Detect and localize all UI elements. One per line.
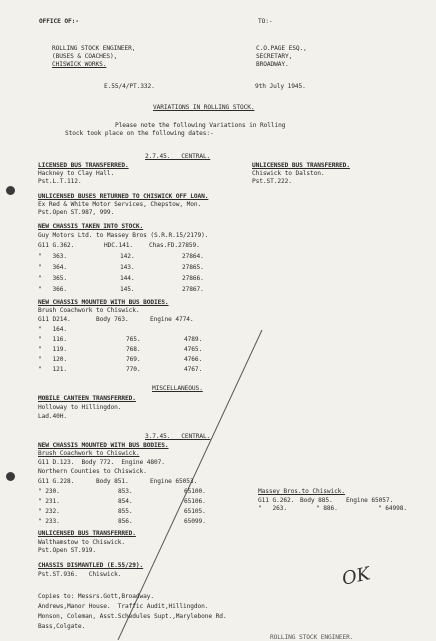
copies-line-1: Copies to: Messrs.Gott,Broadway. (38, 593, 155, 600)
mounted-row-1-engine: Engine 4774. (150, 316, 194, 323)
northern-row-2-body: 853. (118, 488, 133, 495)
misc-heading: MISCELLANEOUS. (152, 385, 203, 392)
intro-line-1: Please note the following Variations in Rolling (115, 122, 286, 129)
northern-row-3-fleet: " 231. (38, 498, 60, 505)
footer-signature: ROLLING STOCK ENGINEER. (270, 634, 354, 641)
mounted-row-2-fleet: " 164. (38, 326, 68, 333)
s1-new-chassis-heading: NEW CHASSIS TAKEN INTO STOCK. (38, 223, 144, 230)
s1-unlicensed-heading: UNLICENSED BUS TRANSFERRED. (252, 162, 350, 169)
s2-brush-line: G11 D.123. Body 772. Engine 4807. (38, 459, 165, 466)
s2-unlicensed-line-2: Pst.Open ST.919. (38, 547, 97, 554)
to-line-3: BROADWAY. (256, 61, 289, 68)
chassis-row-2-chassis: 27864. (182, 253, 204, 260)
document-title: VARIATIONS IN ROLLING STOCK. (153, 104, 255, 111)
canteen-heading: MOBILE CANTEEN TRANSFERRED. (38, 395, 136, 402)
mounted-row-1-body: Body 763. (96, 316, 129, 323)
mounted-row-4-engine: 4765. (184, 346, 203, 353)
mounted-row-4-body: 768. (126, 346, 141, 353)
mounted-row-1-fleet: G11 D214. (38, 316, 71, 323)
from-line-3: CHISWICK WORKS. (52, 61, 107, 68)
copies-line-2: Andrews,Manor House. Traffic Audit,Hillingdon. (38, 603, 209, 610)
s1-unlicensed-line-1: Chiswick to Dalston. (252, 170, 325, 177)
s1-licensed-line-2: Pst.L.T.112. (38, 178, 82, 185)
northern-row-5-fleet: " 233. (38, 518, 60, 525)
mounted-row-4-fleet: " 119. (38, 346, 68, 353)
mounted-row-3-engine: 4789. (184, 336, 203, 343)
s2-mounted-heading: NEW CHASSIS MOUNTED WITH BUS BODIES. (38, 442, 169, 449)
from-line-2: (BUSES & COACHES), (52, 53, 118, 60)
s2-dismantled-line: Pst.ST.936. Chiswick. (38, 571, 122, 578)
mounted-row-5-engine: 4766. (184, 356, 203, 363)
massey-row-1-engine: Engine 65057. (346, 497, 394, 504)
s1-date-heading: 2.7.45. CENTRAL. (145, 153, 211, 160)
reference: E.55/4/PT.332. (104, 83, 155, 90)
s2-brush-sub: Brush Coachwork to Chiswick. (38, 450, 140, 457)
canteen-line-2: Lad.40H. (38, 413, 68, 420)
chassis-row-5-code: 145. (120, 286, 135, 293)
northern-row-4-fleet: " 232. (38, 508, 60, 515)
massey-row-2-fleet: " 263. (258, 505, 288, 512)
northern-row-4-body: 855. (118, 508, 133, 515)
massey-row-1-body: Body 885. (300, 497, 333, 504)
chassis-row-3-chassis: 27865. (182, 264, 204, 271)
massey-row-1-fleet: G11 G.262. (258, 497, 295, 504)
northern-row-2-engine: 65100. (184, 488, 206, 495)
chassis-row-4-chassis: 27866. (182, 275, 204, 282)
s2-unlicensed-line-1: Walthamstow to Chiswick. (38, 539, 126, 546)
from-line-1: ROLLING STOCK ENGINEER, (52, 45, 136, 52)
chassis-row-5-fleet: " 366. (38, 286, 68, 293)
s2-northern-sub: Northern Counties to Chiswick. (38, 468, 147, 475)
s1-new-chassis-sub: Guy Motors Ltd. to Massey Bros (S.R.R.15/2179). (38, 232, 209, 239)
s2-date-heading: 3.7.45. CENTRAL. (145, 433, 211, 440)
mounted-row-6-body: 770. (126, 366, 141, 373)
to-line-2: SECRETARY, (256, 53, 293, 60)
intro-line-2: Stock took place on the following dates:- (65, 130, 214, 137)
s1-unlicensed-line-2: Pst.ST.222. (252, 178, 292, 185)
s1-returned-line-2: Pst.Open ST.987, 999. (38, 209, 115, 216)
s1-licensed-heading: LICENSED BUS TRANSFERRED. (38, 162, 129, 169)
chassis-row-2-code: 142. (120, 253, 135, 260)
chassis-row-1-fleet: G11 G.362. (38, 242, 75, 249)
northern-row-1-engine: Engine 65053. (150, 478, 198, 485)
northern-row-3-body: 854. (118, 498, 133, 505)
chassis-row-3-fleet: " 364. (38, 264, 68, 271)
s1-licensed-line-1: Hackney to Clay Hall. (38, 170, 115, 177)
chassis-row-1-code: HDC.141. (104, 242, 134, 249)
chassis-row-3-code: 143. (120, 264, 135, 271)
copies-line-3: Monson, Coleman, Asst.Schedules Supt.,Marylebone Rd. (38, 613, 227, 620)
mounted-row-5-fleet: " 120. (38, 356, 68, 363)
canteen-line-1: Holloway to Hillingdon. (38, 404, 122, 411)
s1-returned-heading: UNLICENSED BUSES RETURNED TO CHISWICK OFF LOAN. (38, 193, 209, 200)
from-label: OFFICE OF:- (39, 18, 79, 25)
letter-date: 9th July 1945. (255, 83, 306, 90)
northern-row-3-engine: 65106. (184, 498, 206, 505)
handwritten-ok: OK (340, 563, 373, 590)
chassis-row-5-chassis: 27867. (182, 286, 204, 293)
s2-unlicensed-heading: UNLICENSED BUS TRANSFERRED. (38, 530, 136, 537)
northern-row-1-body: Body 851. (96, 478, 129, 485)
copies-line-4: Bass,Colgate. (38, 623, 86, 630)
massey-row-2-body: " 886. (316, 505, 338, 512)
massey-row-2-engine: " 64998. (378, 505, 408, 512)
northern-row-5-engine: 65099. (184, 518, 206, 525)
s1-mounted-heading: NEW CHASSIS MOUNTED WITH BUS BODIES. (38, 299, 169, 306)
s2-dismantled-heading: CHASSIS DISMANTLED (E.55/29). (38, 562, 144, 569)
s2-massey-sub: Massey Bros.to Chiswick. (258, 488, 346, 495)
chassis-row-4-fleet: " 365. (38, 275, 68, 282)
chassis-row-4-code: 144. (120, 275, 135, 282)
mounted-row-3-fleet: " 116. (38, 336, 68, 343)
northern-row-5-body: 856. (118, 518, 133, 525)
mounted-row-3-body: 765. (126, 336, 141, 343)
chassis-row-1-chassis: Chas.FD.27859. (149, 242, 200, 249)
s1-returned-line-1: Ex Red & White Motor Services, Chepstow, Mon. (38, 201, 202, 208)
northern-row-2-fleet: " 230. (38, 488, 60, 495)
to-line-1: C.O.PAGE ESQ., (256, 45, 307, 52)
northern-row-1-fleet: G11 G.228. (38, 478, 75, 485)
mounted-row-5-body: 769. (126, 356, 141, 363)
northern-row-4-engine: 65105. (184, 508, 206, 515)
to-label: TO:- (258, 18, 273, 25)
chassis-row-2-fleet: " 363. (38, 253, 68, 260)
mounted-row-6-engine: 4767. (184, 366, 203, 373)
mounted-row-6-fleet: " 121. (38, 366, 68, 373)
s1-mounted-sub: Brush Coachwork to Chiswick. (38, 307, 140, 314)
